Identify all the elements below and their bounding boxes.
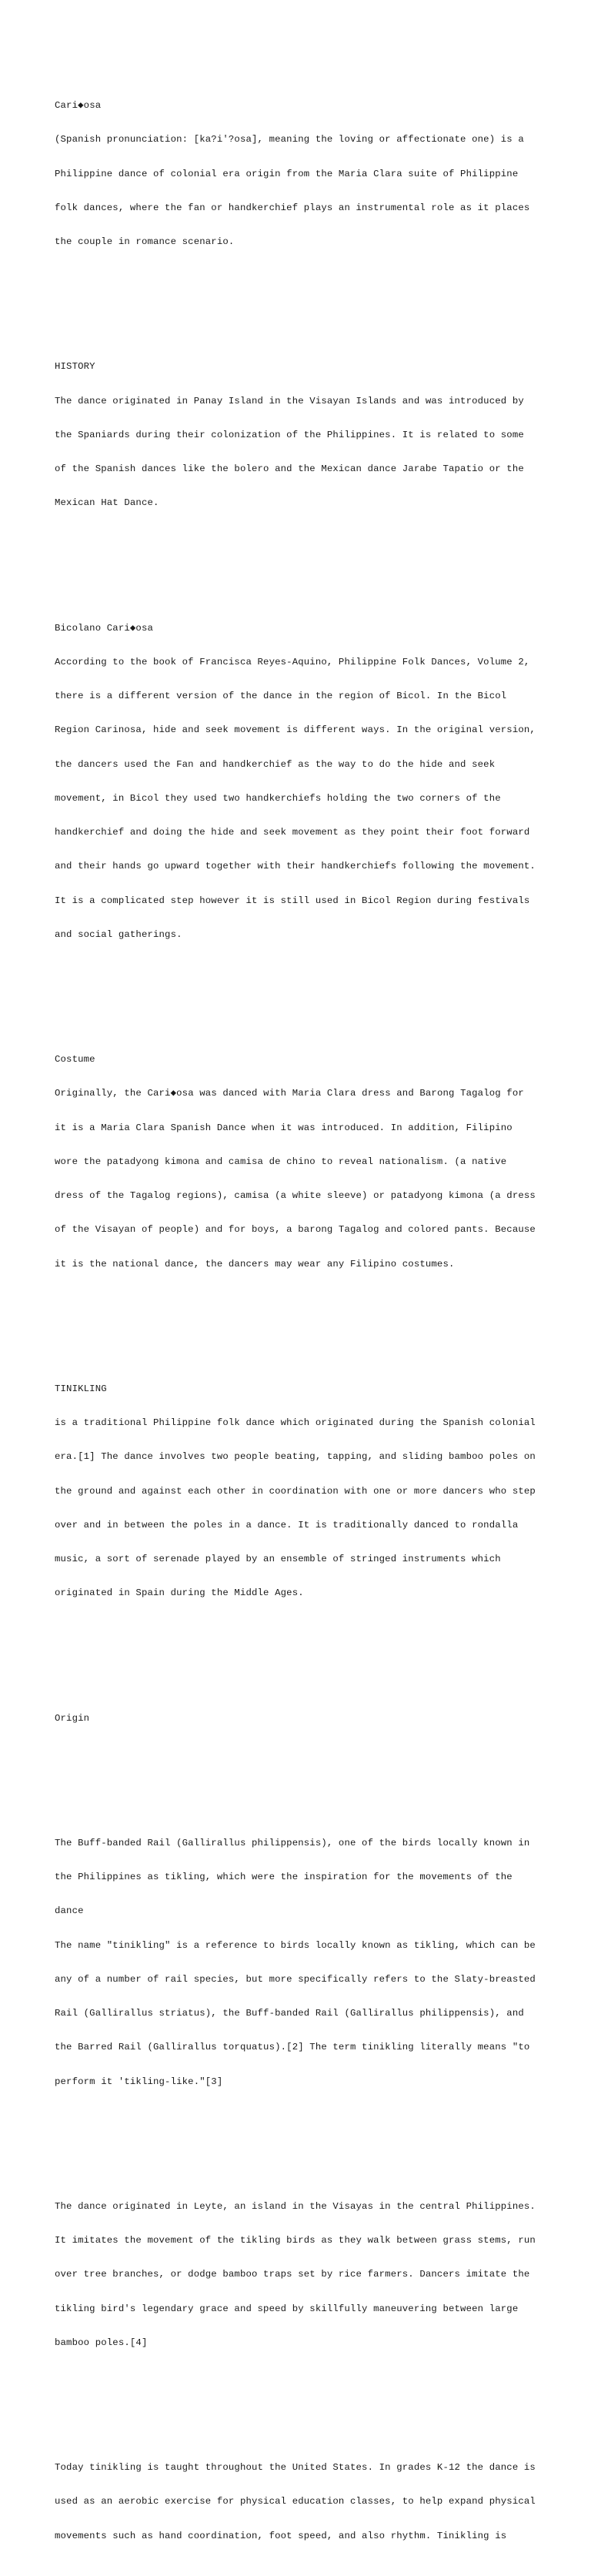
paragraph-costume <box>55 1032 547 1293</box>
text-line: the dancers used the Fan and handkerchief as the way to do the hide and seek <box>55 758 496 770</box>
text-line: Mexican Hat Dance. <box>55 497 159 509</box>
paragraph-gap <box>55 1644 547 1656</box>
text-line: of the Spanish dances like the bolero and the Mexican dance Jarabe Tapatio or the <box>55 463 524 474</box>
text-line: of the Visayan of people) and for boys, a barong Tagalog and colored pants. Because <box>55 1224 536 1236</box>
document-body <box>55 55 547 2576</box>
text-line: is a traditional Philippine folk dance which originated during the Spanish colonial <box>55 1417 536 1428</box>
text-line: movement, in Bicol they used two handkerchiefs holding the two corners of the <box>55 792 501 804</box>
text-line: handkerchief and doing the hide and seek movement as they point their foot forward <box>55 827 530 838</box>
section-heading: Origin <box>55 1712 90 1724</box>
text-line: Region Carinosa, hide and seek movement is different ways. In the original version, <box>55 724 536 736</box>
paragraph-tinikling <box>55 1360 547 1621</box>
text-line: era.[1] The dance involves two people beating, tapping, and sliding bamboo poles on <box>55 1451 536 1463</box>
text-line: wore the patadyong kimona and camisa de chino to reveal nationalism. (a native <box>55 1156 507 1167</box>
text-line: The dance originated in Panay Island in the Visayan Islands and was introduced by <box>55 395 524 406</box>
text-line: over tree branches, or dodge bamboo traps set by rice farmers. Dancers imitate the <box>55 2269 530 2280</box>
text-line: (Spanish pronunciation: [ka?i'?osa], meaning the loving or affectionate one) is a <box>55 134 524 146</box>
text-line: over and in between the poles in a dance. It is traditionally danced to rondalla <box>55 1519 519 1531</box>
text-line: According to the book of Francisca Reyes-Aquino, Philippine Folk Dances, Volume 2, <box>55 656 530 667</box>
text-line: Originally, the Cari◆osa was danced with Maria Clara dress and Barong Tagalog for <box>55 1088 524 1099</box>
text-line: it is a Maria Clara Spanish Dance when it was introduced. In addition, Filipino <box>55 1122 513 1133</box>
text-line: It imitates the movement of the tikling birds as they walk between grass stems, run <box>55 2235 536 2246</box>
paragraph-origin-leyte <box>55 2178 547 2371</box>
paragraph-gap <box>55 986 547 998</box>
text-line: and social gatherings. <box>55 928 182 940</box>
section-heading: Bicolano Cari◆osa <box>55 622 154 634</box>
text-line: the Barred Rail (Gallirallus torquatus).[2] The term tinikling literally means "to <box>55 2042 530 2053</box>
paragraph-gap <box>55 293 547 305</box>
text-line: there is a different version of the dance in the region of Bicol. In the Bicol <box>55 691 507 701</box>
text-line: It is a complicated step however it is still used in Bicol Region during festivals <box>55 895 530 906</box>
text-line: tikling bird's legendary grace and speed by skillfully maneuvering between large <box>55 2303 519 2314</box>
paragraph-gap <box>55 554 547 566</box>
text-line: it is the national dance, the dancers may wear any Filipino costumes. <box>55 1258 455 1270</box>
text-line: and their hands go upward together with their handkerchiefs following the movement. <box>55 861 536 872</box>
text-line: any of a number of rail species, but more specifically refers to the Slaty-breasted <box>55 1973 536 1985</box>
paragraph-gap <box>55 2394 547 2406</box>
text-line: used as an aerobic exercise for physical education classes, to help expand physical <box>55 2496 536 2507</box>
text-line: The name "tinikling" is a reference to birds locally known as tikling, which can be <box>55 1939 536 1951</box>
paragraph-history <box>55 339 547 532</box>
text-line: the ground and against each other in coordination with one or more dancers who step <box>55 1485 536 1497</box>
section-heading: TINIKLING <box>55 1383 107 1394</box>
text-line: Cari◆osa <box>55 100 102 111</box>
text-line: The Buff-banded Rail (Gallirallus philippensis), one of the birds locally known in <box>55 1837 530 1848</box>
section-heading: Costume <box>55 1054 95 1065</box>
text-line: perform it 'tikling-like."[3] <box>55 2076 223 2087</box>
paragraph-origin-rail <box>55 1815 547 2110</box>
text-line: movements such as hand coordination, foot speed, and also rhythm. Tinikling is <box>55 2530 507 2541</box>
paragraph-origin-heading <box>55 1690 547 1747</box>
text-line: Philippine dance of colonial era origin from the Maria Clara suite of Philippine <box>55 168 519 179</box>
paragraph-cariosa-intro <box>55 78 547 271</box>
text-line: originated in Spain during the Middle Ages. <box>55 1587 304 1599</box>
text-line: music, a sort of serenade played by an ensemble of stringed instruments which <box>55 1554 501 1564</box>
text-line: bamboo poles.[4] <box>55 2337 148 2348</box>
text-line: the Spaniards during their colonization of the Philippines. It is related to some <box>55 429 524 440</box>
text-line: Rail (Gallirallus striatus), the Buff-banded Rail (Gallirallus philippensis), and <box>55 2008 524 2019</box>
text-line: dance <box>55 1905 84 1917</box>
paragraph-gap <box>55 1769 547 1781</box>
text-line: folk dances, where the fan or handkerchief plays an instrumental role as it places <box>55 202 530 213</box>
paragraph-gap <box>55 2133 547 2144</box>
text-line: Today tinikling is taught throughout the United States. In grades K-12 the dance is <box>55 2462 536 2473</box>
paragraph-bicolano <box>55 600 547 963</box>
paragraph-gap <box>55 1315 547 1326</box>
text-line: The dance originated in Leyte, an island in the Visayas in the central Philippines. <box>55 2200 536 2212</box>
text-line: the couple in romance scenario. <box>55 236 235 247</box>
text-line: the Philippines as tikling, which were the inspiration for the movements of the <box>55 1872 513 1882</box>
section-heading: HISTORY <box>55 361 95 373</box>
text-line: dress of the Tagalog regions), camisa (a white sleeve) or patadyong kimona (a dress <box>55 1190 536 1201</box>
paragraph-today <box>55 2440 547 2564</box>
